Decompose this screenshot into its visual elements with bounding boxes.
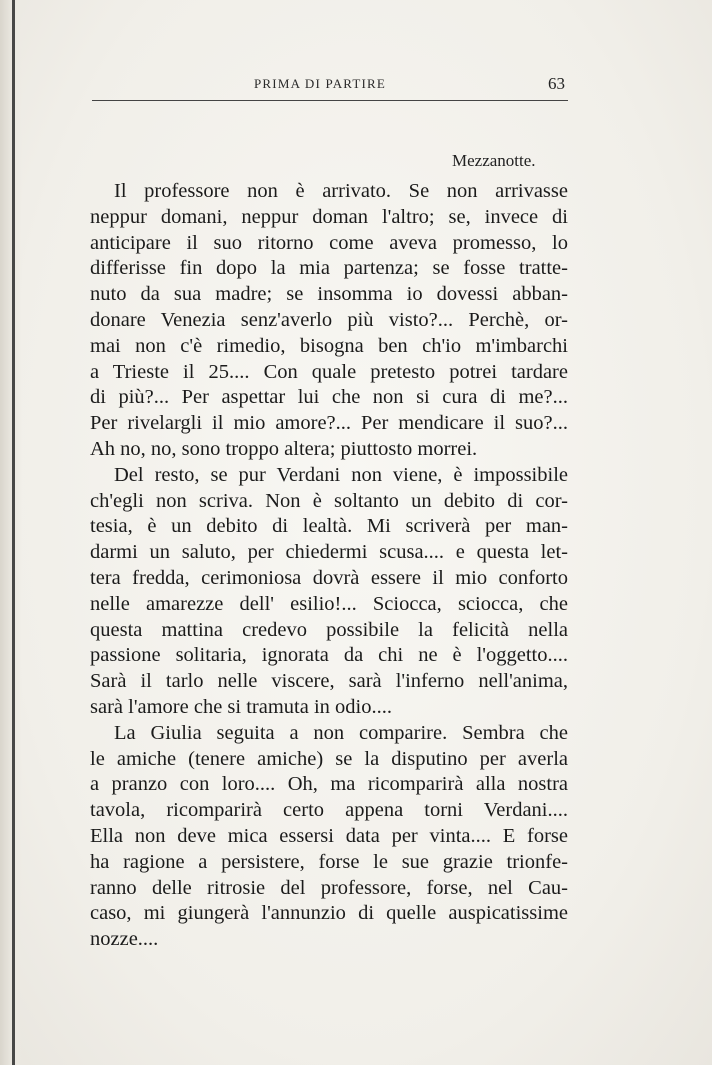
body-text [90, 179, 568, 953]
page-binding-shadow [0, 0, 22, 1065]
diary-dateline: Mezzanotte. [452, 151, 536, 170]
header-rule [92, 100, 568, 101]
text-line: Per rivelargli il mio amore?... Per mendicare il suo?... [90, 412, 568, 435]
text-line: nelle amarezze dell' esilio!... Sciocca, sciocca, che [90, 592, 568, 615]
text-line: sarà l'amore che si tramuta in odio.... [90, 695, 392, 718]
text-line: anticipare il suo ritorno come aveva promesso, lo [90, 231, 568, 254]
text-line: donare Venezia senz'averlo più visto?... Perchè, or- [90, 308, 568, 331]
text-line: le amiche (tenere amiche) se la disputino per averla [90, 747, 568, 770]
text-line: mai non c'è rimedio, bisogna ben ch'io m'imbarchi [90, 334, 568, 357]
text-line: nuto da sua madre; se insomma io dovessi abban- [90, 283, 568, 306]
text-line: di più?... Per aspettar lui che non si cura di me?... [90, 386, 568, 409]
text-line: caso, mi giungerà l'annunzio di quelle auspicatissime [90, 902, 568, 925]
text-line: questa mattina credevo possibile la felicità nella [90, 618, 568, 641]
text-line: Il professore non è arrivato. Se non arrivasse [114, 180, 568, 202]
text-line: La Giulia seguita a non comparire. Sembra che [114, 721, 568, 744]
page-number: 63 [548, 74, 565, 93]
text-line: tavola, ricomparirà certo appena torni Verdani.... [90, 799, 568, 822]
text-line: differisse fin dopo la mia partenza; se fosse tratte- [90, 257, 568, 280]
text-line: a Trieste il 25.... Con quale pretesto potrei tardare [90, 360, 568, 383]
running-title: PRIMA DI PARTIRE [254, 76, 387, 91]
text-line: nozze.... [90, 928, 159, 951]
text-line: ha ragione a persistere, forse le sue grazie trionfe- [90, 850, 568, 873]
text-line: ch'egli non scriva. Non è soltanto un debito di cor- [90, 489, 568, 512]
text-line: ranno delle ritrosie del professore, forse, nel Cau- [90, 876, 568, 899]
text-line: Del resto, se pur Verdani non viene, è impossibile [114, 463, 568, 486]
text-line: Ah no, no, sono troppo altera; piuttosto morrei. [90, 437, 478, 460]
text-line: tera fredda, cerimoniosa dovrà essere il mio conforto [90, 566, 568, 589]
text-line: neppur domani, neppur doman l'altro; se, invece di [90, 205, 568, 228]
text-line: a pranzo con loro.... Oh, ma ricomparirà alla nostra [90, 773, 568, 796]
text-line: Sarà il tarlo nelle viscere, sarà l'inferno nell'anima, [90, 670, 568, 693]
text-line: tesia, è un debito di lealtà. Mi scriverà per man- [90, 515, 568, 538]
text-line: passione solitaria, ignorata da chi ne è l'oggetto.... [90, 644, 568, 667]
page-binding-edge [12, 0, 15, 1065]
text-line: Ella non deve mica essersi data per vinta.... E forse [90, 824, 568, 847]
text-line: darmi un saluto, per chiedermi scusa.... e questa let- [90, 541, 568, 564]
